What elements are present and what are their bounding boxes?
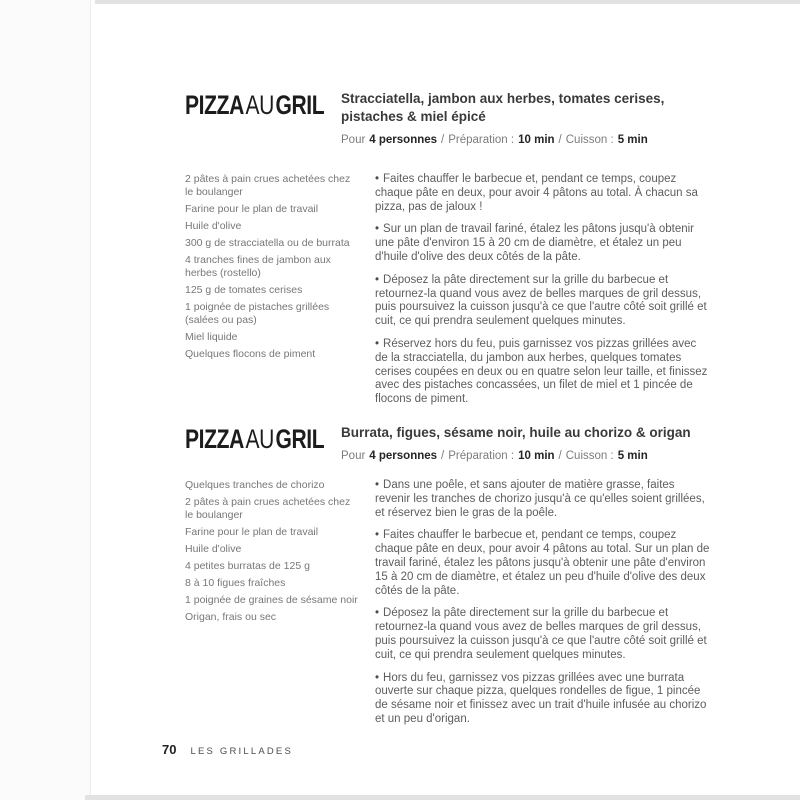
step-text: Déposez la pâte directement sur la grille du barbecue et retournez-la quand vous avez de belles marques de gril dessus, puis poursuivez la cuisson jusqu'à ce que l'autre côté soit grillé et cuit, ce qui prendra seulement quelques minutes. xyxy=(375,273,707,328)
ingredient-item: Origan, frais ou sec xyxy=(185,611,277,623)
meta-prep-label: Préparation : xyxy=(448,134,515,146)
page-number: 70 xyxy=(162,742,177,757)
meta-cook-label: Cuisson : xyxy=(565,450,614,462)
page-edge-top xyxy=(95,0,800,4)
recipe-step xyxy=(375,274,710,329)
meta-serves-value: 4 personnes xyxy=(369,450,438,462)
recipe-2-title-text xyxy=(185,426,324,453)
recipe-1-title-side xyxy=(335,90,710,147)
recipe-title-word: PIZZA xyxy=(185,90,244,120)
recipe-title-word: GRIL xyxy=(275,90,325,120)
recipe-title-word: AU xyxy=(245,424,274,454)
page-footer xyxy=(162,742,293,757)
ingredient-item: 300 g de stracciatella ou de burrata xyxy=(185,237,350,249)
bullet-icon: • xyxy=(375,337,380,350)
step-text: Dans une poêle, et sans ajouter de matière grasse, faites revenir les tranches de chorizo jusqu'à ce qu'elles soient grillées, et réservez bien le gras de la poêle. xyxy=(375,479,705,519)
ingredient-item: Huile d'olive xyxy=(185,543,242,555)
recipe-2-header xyxy=(185,424,710,463)
ingredient-item: 1 poignée de graines de sésame noir xyxy=(185,594,358,606)
recipe-1-ingredients-list xyxy=(185,173,361,416)
recipe-1-subtitle: Stracciatella, jambon aux herbes, tomates cerises, pistaches & miel épicé xyxy=(341,91,665,124)
ingredient-item: 1 poignée de pistaches grillées (salées ou pas) xyxy=(185,301,330,326)
recipe-step xyxy=(375,607,710,662)
recipe-1-title xyxy=(185,90,335,119)
recipe-1-meta xyxy=(341,133,710,147)
page-left-gutter xyxy=(0,0,90,800)
meta-serves-value: 4 personnes xyxy=(369,134,438,146)
recipe-step xyxy=(375,338,710,407)
step-text: Réservez hors du feu, puis garnissez vos pizzas grillées avec de la stracciatella, du jambon aux herbes, quelques tomates cerises coupées en deux ou en quatre selon leur taille, et finissez avec des pistaches concassées, un filet de miel et 1 pincée de flocons de piment. xyxy=(375,337,708,406)
step-text: Hors du feu, garnissez vos pizzas grillées avec une burrata ouverte sur chaque pizza, quelques rondelles de figue, 1 pincée de sésame noir et finissez avec un trait d'huile infusée au chorizo et un peu d'origan. xyxy=(375,671,707,725)
recipe-2-title xyxy=(185,424,335,453)
meta-cook-value: 5 min xyxy=(617,450,648,462)
step-text: Sur un plan de travail fariné, étalez les pâtons jusqu'à obtenir une pâte d'environ 15 à 20 cm de diamètre, et étalez un peu d'huile d'olive des deux côtés de la pâte. xyxy=(375,223,695,263)
bullet-icon: • xyxy=(375,479,380,491)
meta-serves-label: Pour xyxy=(341,134,366,146)
recipe-2-body xyxy=(185,479,710,736)
page-edge-bottom xyxy=(85,795,800,800)
meta-prep-value: 10 min xyxy=(518,450,555,462)
recipe-2-title-side xyxy=(335,424,710,463)
bullet-icon: • xyxy=(375,607,380,620)
meta-separator: / xyxy=(558,450,562,462)
recipe-title-word: PIZZA xyxy=(185,424,244,454)
recipe-1-body xyxy=(185,173,710,416)
ingredient-item: 4 tranches fines de jambon aux herbes (rostello) xyxy=(185,254,331,279)
recipe-2-steps xyxy=(375,479,710,736)
meta-separator: / xyxy=(441,134,445,146)
recipe-section-1 xyxy=(185,90,710,416)
ingredient-item: 8 à 10 figues fraîches xyxy=(185,577,286,589)
recipe-step xyxy=(375,529,710,598)
page-edge-left xyxy=(90,0,91,800)
meta-serves-label: Pour xyxy=(341,450,366,462)
bullet-icon: • xyxy=(375,223,380,236)
recipe-1-steps xyxy=(375,173,710,416)
chapter-label: LES GRILLADES xyxy=(190,746,293,757)
meta-cook-label: Cuisson : xyxy=(565,134,614,146)
recipe-2-meta xyxy=(341,449,710,463)
recipe-2-ingredients-list xyxy=(185,479,361,736)
ingredient-item: Quelques tranches de chorizo xyxy=(185,479,325,491)
meta-separator: / xyxy=(441,450,445,462)
step-text: Déposez la pâte directement sur la grille du barbecue et retournez-la quand vous avez de belles marques de gril dessus, puis poursuivez la cuisson jusqu'à ce que l'autre côté soit grillé et cuit, ce qui prendra seulement quelques minutes. xyxy=(375,607,707,661)
ingredient-item: 4 petites burratas de 125 g xyxy=(185,560,310,572)
ingredient-item: Farine pour le plan de travail xyxy=(185,526,319,538)
meta-prep-label: Préparation : xyxy=(448,450,515,462)
recipe-step xyxy=(375,223,710,264)
ingredient-item: 2 pâtes à pain crues achetées chez le boulanger xyxy=(185,496,351,521)
recipe-title-word: GRIL xyxy=(275,424,325,454)
ingredient-item: Huile d'olive xyxy=(185,220,242,232)
recipe-1-header xyxy=(185,90,710,147)
recipe-title-word: AU xyxy=(245,90,274,120)
bullet-icon: • xyxy=(375,173,380,185)
bullet-icon: • xyxy=(375,529,380,542)
ingredient-item: Farine pour le plan de travail xyxy=(185,203,319,215)
meta-cook-value: 5 min xyxy=(617,134,648,146)
recipe-step xyxy=(375,173,710,214)
recipe-2-subtitle: Burrata, figues, sésame noir, huile au chorizo & origan xyxy=(341,425,691,440)
step-text: Faites chauffer le barbecue et, pendant ce temps, coupez chaque pâte en deux, pour avoir 4 pâtons au total. À chacun sa pizza, pas de jaloux ! xyxy=(375,173,698,213)
recipe-step xyxy=(375,479,710,520)
meta-separator: / xyxy=(558,134,562,146)
bullet-icon: • xyxy=(375,273,380,286)
ingredient-item: 2 pâtes à pain crues achetées chez le boulanger xyxy=(185,173,351,198)
bullet-icon: • xyxy=(375,671,380,684)
meta-prep-value: 10 min xyxy=(518,134,555,146)
ingredient-item: 125 g de tomates cerises xyxy=(185,284,303,296)
ingredient-item: Quelques flocons de piment xyxy=(185,348,316,360)
recipe-1-title-text xyxy=(185,92,324,119)
recipe-step xyxy=(375,672,710,727)
ingredient-item: Miel liquide xyxy=(185,331,238,343)
step-text: Faites chauffer le barbecue et, pendant ce temps, coupez chaque pâte en deux, pour avoir 4 pâtons au total. Sur un plan de travail fariné, étalez les pâtons jusqu'à obtenir une pâte d'environ 15 à 20 cm de diamètre, et étalez un peu d'huile d'olive des deux côtés de la pâte. xyxy=(375,529,710,597)
recipe-section-2 xyxy=(185,424,710,736)
